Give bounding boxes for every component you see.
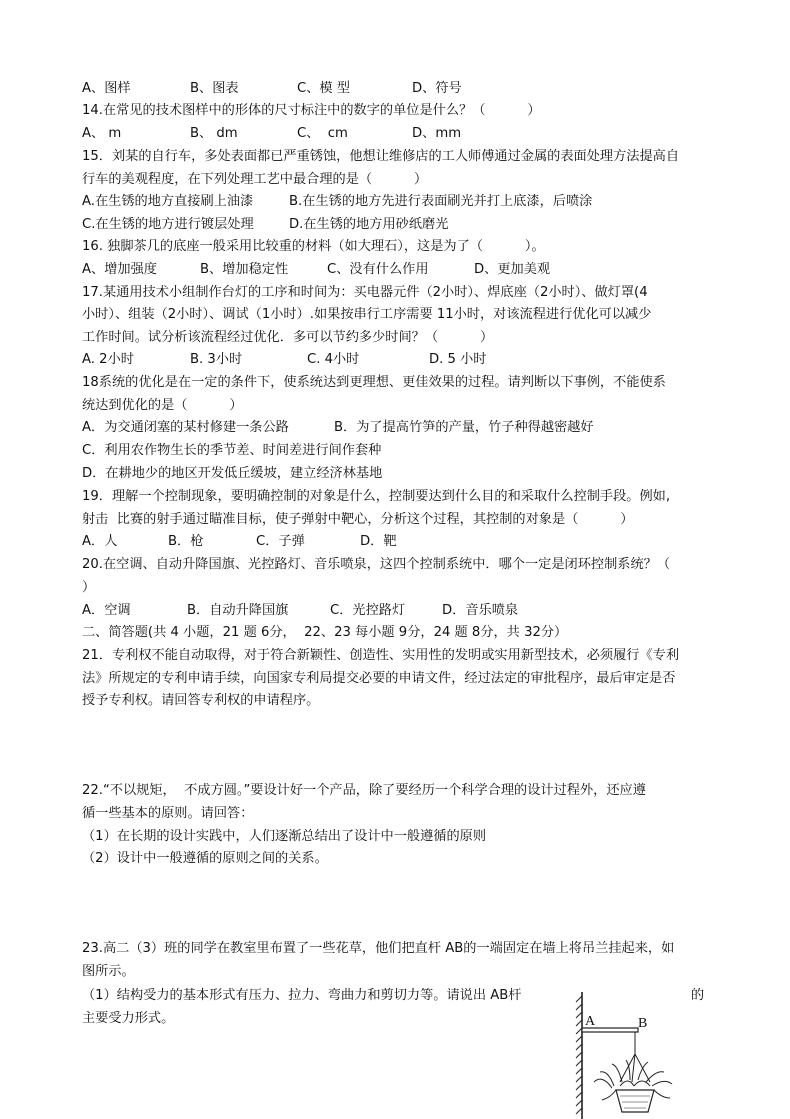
- q20-option-b: B．自动升降国旗: [187, 603, 289, 618]
- wall: [576, 992, 582, 1119]
- q13-option-d: D、符号: [412, 81, 462, 96]
- q20-option-c: C．光控路灯: [330, 603, 406, 618]
- q23-sub-1b: 的: [691, 988, 705, 1003]
- q16-stem: 16. 独脚茶几的底座一般采用比较重的材料（如大理石），这是为了（ ）。: [82, 239, 545, 254]
- q18-option-c: C．利用农作物生长的季节差、时间差进行间作套种: [82, 443, 382, 458]
- label-b: B: [638, 1016, 648, 1031]
- q21-line-3: 授予专利权。请回答专利权的申请程序。: [82, 693, 320, 708]
- q17-stem-3: 工作时间。试分析该流程经过优化．多可以节约多少时间？（ ）: [82, 330, 494, 345]
- q23-sub-1a: （1）结构受力的基本形式有压力、拉力、弯曲力和剪切力等。请说出 AB杆: [82, 988, 522, 1003]
- q18-stem-1: 18系统的优化是在一定的条件下，使系统达到更理想、更佳效果的过程。请判断以下事例，不能使系: [82, 375, 666, 390]
- hanging-plant: [594, 1032, 672, 1112]
- q22-sub-2: （2）设计中一般遵循的原则之间的关系。: [82, 851, 328, 866]
- section-heading: 二、简答题(共 4 小题，21 题 6分， 22、23 每小题 9分，24 题 8分，共 32分）: [82, 625, 568, 640]
- q17-option-b: B. 3小时: [190, 352, 243, 367]
- q19-option-c: C．子弹: [256, 534, 305, 549]
- q17-option-d: D. 5 小时: [429, 352, 487, 367]
- q17-stem-2: 小时）、组装（2小时）、调试（1小时）.如果按串行工序需要 11小时，对该流程进行优化可以减少: [82, 307, 652, 322]
- wall-rod-plant-figure: [572, 990, 682, 1119]
- q13-option-b: B、图表: [190, 81, 239, 96]
- q18-option-a: A．为交通闭塞的某村修建一条公路: [82, 420, 289, 435]
- q20-stem-2: ）: [82, 580, 96, 595]
- q21-line-2: 法》所规定的专利申请手续，向国家专利局提交必要的申请文件，经过法定的审批程序，最后审定是否: [82, 671, 676, 686]
- q14-option-d: D、mm: [412, 126, 462, 141]
- q15-option-b: B.在生锈的地方先进行表面刷光并打上底漆，后喷涂: [289, 194, 593, 209]
- q20-stem-1: 20.在空调、自动升降国旗、光控路灯、音乐喷泉，这四个控制系统中．哪个一定是闭环控制系统？（: [82, 557, 671, 572]
- q13-option-c: C、模 型: [297, 81, 350, 96]
- q18-stem-2: 统达到优化的是（ ）: [82, 398, 243, 413]
- q19-stem-2: 射击 比赛的射手通过瞄准目标，使子弹射中靶心，分析这个过程，其控制的对象是（ ）: [82, 512, 634, 527]
- q17-option-c: C. 4小时: [307, 352, 360, 367]
- q17-stem-1: 17.某通用技术小组制作台灯的工序和时间为：买电器元件（2小时）、焊底座（2小时）、做灯罩(4: [82, 285, 648, 300]
- q19-option-a: A．人: [82, 534, 118, 549]
- q21-line-1: 21．专利权不能自动取得，对于符合新颖性、创造性、实用性的发明或实用新型技术，必须履行《专利: [82, 648, 680, 663]
- q22-line-2: 循一些基本的原则。请回答：: [82, 806, 254, 821]
- q15-option-a: A.在生锈的地方直接刷上油漆: [82, 194, 254, 209]
- q15-option-d: D.在生锈的地方用砂纸磨光: [289, 217, 449, 232]
- q18-option-d: D．在耕地少的地区开发低丘缓坡，建立经济林基地: [82, 466, 383, 481]
- q14-option-b: B、 dm: [190, 126, 238, 141]
- q20-option-a: A．空调: [82, 603, 131, 618]
- q19-stem-1: 19．理解一个控制现象，要明确控制的对象是什么，控制要达到什么目的和采取什么控制手段。例如,: [82, 489, 671, 504]
- q22-sub-1: （1）在长期的设计实践中，人们逐渐总结出了设计中一般遵循的原则: [82, 829, 487, 844]
- q16-option-c: C、没有什么作用: [327, 262, 429, 277]
- q20-option-d: D．音乐喷泉: [442, 603, 519, 618]
- q15-stem-1: 15．刘某的自行车，多处表面都已严重锈蚀，他想让维修店的工人师傅通过金属的表面处理方法提高自: [82, 149, 680, 164]
- q13-option-a: A、图样: [82, 81, 131, 96]
- q14-option-c: C、 cm: [297, 126, 348, 141]
- q18-option-b: B．为了提高竹笋的产量，竹子种得越密越好: [334, 420, 594, 435]
- q19-option-d: D．靶: [360, 534, 397, 549]
- q23-line-2: 图所示。: [82, 964, 135, 979]
- q23-line-1: 23.高二（3）班的同学在教室里布置了一些花草，他们把直杆 AB的一端固定在墙上将吊兰挂起来，如: [82, 941, 675, 956]
- q14-stem: 14.在常见的技术图样中的形体的尺寸标注中的数字的单位是什么？（ ）: [82, 103, 541, 118]
- q15-stem-2: 行车的美观程度，在下列处理工艺中最合理的是（ ）: [82, 172, 428, 187]
- q19-option-b: B．枪: [168, 534, 204, 549]
- q23-sub-1c: 主要受力形式。: [82, 1011, 175, 1026]
- q16-option-b: B、增加稳定性: [200, 262, 289, 277]
- label-a: A: [585, 1014, 596, 1029]
- q15-option-c: C.在生锈的地方进行镀层处理: [82, 217, 254, 232]
- q16-option-d: D、更加美观: [474, 262, 551, 277]
- q16-option-a: A、增加强度: [82, 262, 157, 277]
- q22-line-1: 22.“不以规矩， 不成方圆。”要设计好一个产品，除了要经历一个科学合理的设计过程外，还应遵: [82, 783, 646, 798]
- q14-option-a: A、 m: [82, 126, 122, 141]
- q17-option-a: A. 2小时: [82, 352, 134, 367]
